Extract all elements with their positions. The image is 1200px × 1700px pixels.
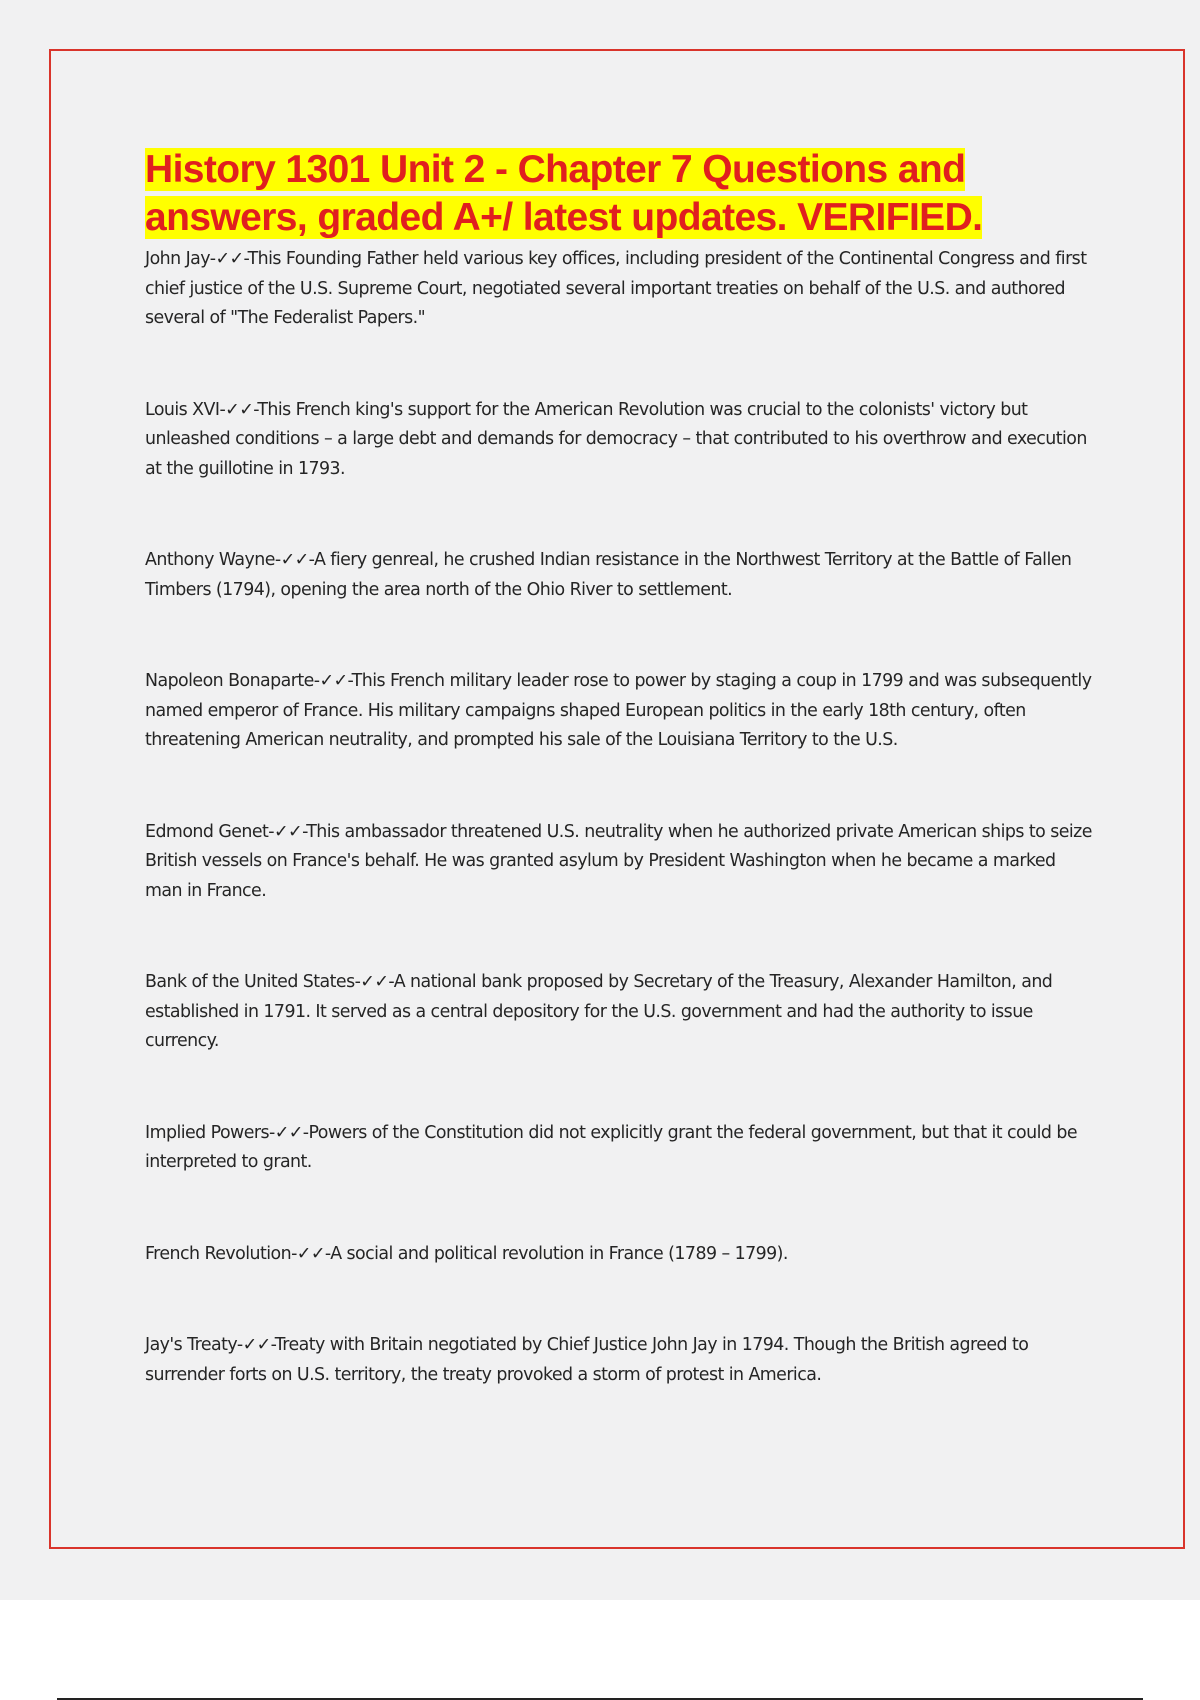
qa-entry-louis-xvi: Louis XVI-✓✓-This French king's support for the American Revolution was crucial to the colonists' victory but unleashed conditions – a large debt and demands for democracy – that contributed to his overthrow and execution at the guillotine in 1793. <box>145 399 1087 479</box>
qa-entry-edmond-genet: Edmond Genet-✓✓-This ambassador threatened U.S. neutrality when he authorized private American ships to seize British vessels on France's behalf. He was granted asylum by President Washington when he became a marked man in France. <box>145 821 1092 901</box>
qa-entry-implied-powers: Implied Powers-✓✓-Powers of the Constitution did not explicitly grant the federal government, but that it could be interpreted to grant. <box>145 1122 1077 1172</box>
qa-entry-french-revolution: French Revolution-✓✓-A social and political revolution in France (1789 – 1799). <box>145 1243 788 1264</box>
qa-entry-bank-of-united-states: Bank of the United States-✓✓-A national bank proposed by Secretary of the Treasury, Alexander Hamilton, and established in 1791. It served as a central depository for the U.S. government and had the authority to issue currency. <box>145 972 1053 1051</box>
qa-entry-napoleon-bonaparte: Napoleon Bonaparte-✓✓-This French military leader rose to power by staging a coup in 1799 and was subsequently named emperor of France. His military campaigns shaped European politics in the early 18th century, often threatening American neutrality, and prompted his sale of the Louisiana Territory to the U.S. <box>145 671 1092 750</box>
qa-entry-anthony-wayne: Anthony Wayne-✓✓-A fiery genreal, he crushed Indian resistance in the Northwest Territory at the Battle of Fallen Timbers (1794), opening the area north of the Ohio River to settlement. <box>145 550 1072 600</box>
document-title <box>145 146 1045 242</box>
title-highlight: History 1301 Unit 2 - Chapter 7 Questions and answers, graded A+/ latest updates. VERIFIED. <box>145 148 983 239</box>
qa-entry-john-jay: John Jay-✓✓-This Founding Father held various key offices, including president of the Continental Congress and first chief justice of the U.S. Supreme Court, negotiated several important treaties on behalf of the U.S. and authored several of "The Federalist Papers." <box>145 249 1087 328</box>
qa-entry-jays-treaty: Jay's Treaty-✓✓-Treaty with Britain negotiated by Chief Justice John Jay in 1794. Though the British agreed to surrender forts on U.S. territory, the treaty provoked a storm of protest in America. <box>145 1335 1029 1385</box>
qa-entry-list <box>145 245 1095 1390</box>
